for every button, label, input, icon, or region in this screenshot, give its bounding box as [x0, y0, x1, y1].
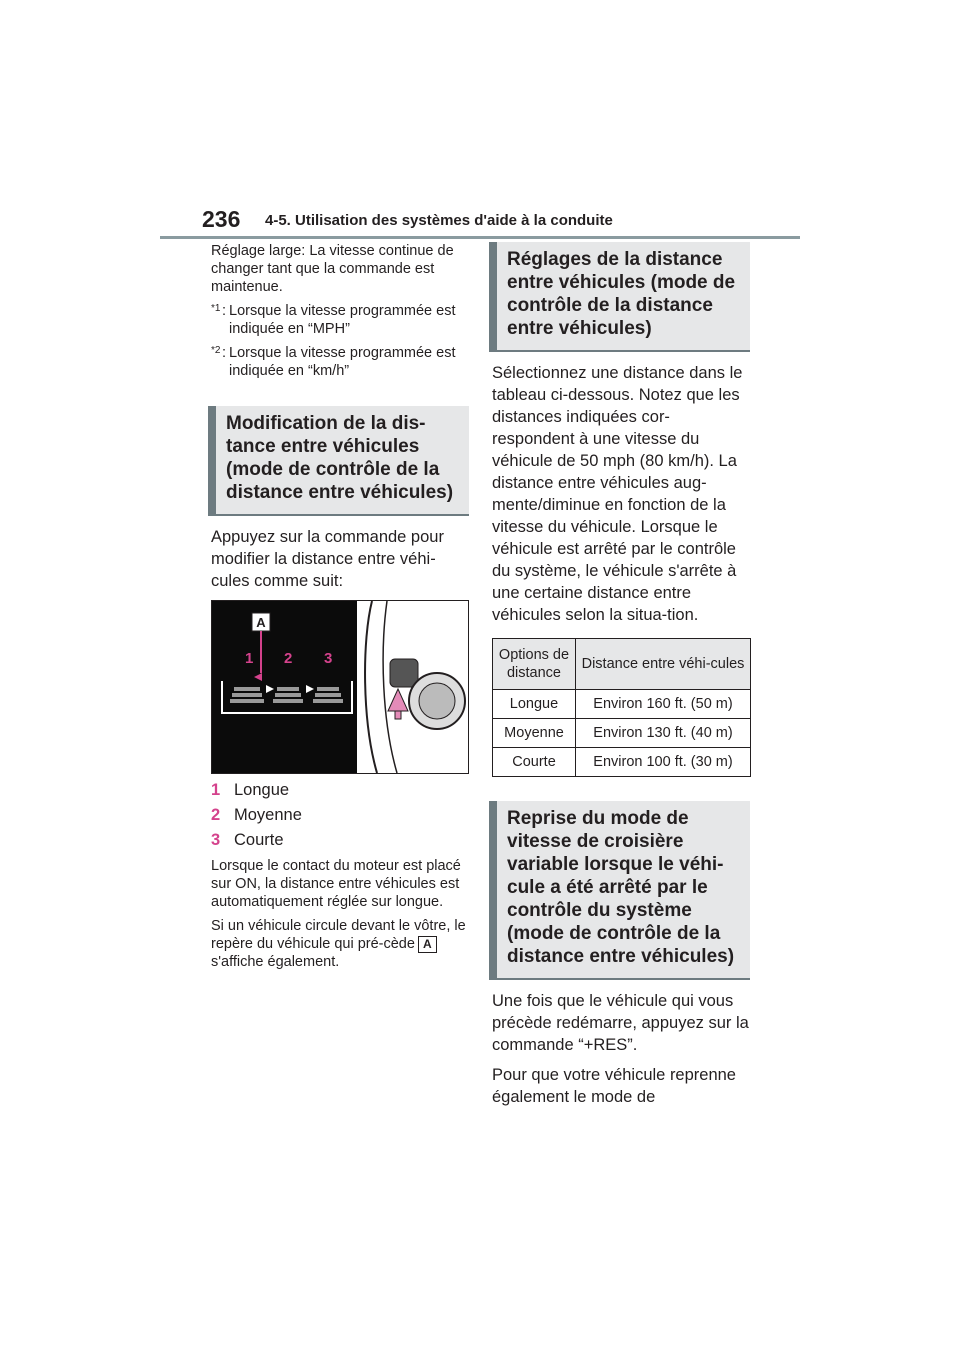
table-header-row: [493, 639, 751, 690]
vehicle-icon: [315, 693, 341, 697]
distance-table: [492, 638, 751, 777]
body-paragraph: Sélectionnez une distance dans le tableau ci-dessous. Notez que les distances indiquées cor-respondent à une vitesse du véhicule de 50 mph (80 km/h). La distance entre véhicules aug-mente/diminue en fonction de la vitesse du véhicule. Lorsque le véhicule est arrêté par le contrôle du système, le véhicule s'arrête à une certaine distance entre véhicules selon la situa-tion.: [492, 364, 743, 624]
section-heading: Réglages de la distance entre véhicules (mode de contrôle de la distance entre véhicules): [489, 242, 750, 352]
table-cell: Environ 130 ft. (40 m): [576, 719, 751, 748]
table-row: [493, 748, 751, 777]
note-paragraph: Lorsque le contact du moteur est placé sur ON, la distance entre véhicules est automatiquement réglée sur longue.: [211, 858, 461, 910]
list-item: 2 Moyenne: [211, 806, 302, 824]
page-header: [160, 204, 800, 239]
section-heading: Reprise du mode de vitesse de croisière variable lorsque le véhi-cule a été arrêté par le contrôle du système (mode de contrôle de la distance entre véhicules): [489, 801, 750, 980]
list-item: 3 Courte: [211, 831, 284, 849]
vehicle-icon: [273, 699, 303, 703]
table-row: [493, 719, 751, 748]
distance-switch-button: [390, 659, 418, 687]
right-column: [492, 242, 750, 1116]
vehicle-icon: [313, 699, 343, 703]
vehicle-icon: [277, 687, 299, 691]
table-cell: Environ 160 ft. (50 m): [576, 690, 751, 719]
vehicle-icon: [230, 699, 264, 703]
section-heading: Modification de la dis-tance entre véhicules (mode de contrôle de la distance entre véhicules): [208, 406, 469, 516]
list-item: 1 Longue: [211, 781, 290, 799]
vehicle-icon: [317, 687, 339, 691]
table-row: [493, 690, 751, 719]
label-3: 3: [324, 650, 333, 667]
section-title: 4-5. Utilisation des systèmes d'aide à la conduite: [265, 212, 613, 229]
label-2: 2: [284, 650, 293, 667]
table-header: Distance entre véhi-cules: [576, 639, 751, 690]
label-1: 1: [245, 650, 254, 667]
press-arrow-stem: [395, 711, 401, 719]
intro-text: Réglage large: La vitesse continue de changer tant que la commande est maintenue.: [211, 243, 454, 295]
vehicle-icon: [275, 693, 301, 697]
table-cell: Courte: [493, 748, 576, 777]
illustration-svg: [212, 601, 468, 773]
table-cell: Moyenne: [493, 719, 576, 748]
footnote-text: Lorsque la vitesse programmée est indiquée en “MPH”: [229, 303, 456, 337]
page-number: 236: [202, 206, 241, 232]
distance-list: [211, 778, 469, 853]
control-dial-center: [419, 683, 455, 719]
body-paragraph: Une fois que le véhicule qui vous précède redémarre, appuyez sur la commande “+RES”.: [492, 992, 749, 1054]
vehicle-icons: [230, 687, 343, 703]
vehicle-icon: [232, 693, 262, 697]
callout-box-inline: A: [418, 936, 437, 953]
footnote-mark: *1: [211, 303, 221, 314]
table-cell: Longue: [493, 690, 576, 719]
footnote-1: *1 : Lorsque la vitesse programmée est indiquée en “MPH”: [211, 302, 469, 338]
table-header: Options de distance: [493, 639, 576, 690]
footnote-2: *2 : Lorsque la vitesse programmée est indiquée en “km/h”: [211, 344, 469, 380]
footnote-mark: *2: [211, 345, 221, 356]
callout-label: A: [256, 615, 266, 630]
vehicle-icon: [234, 687, 260, 691]
instruction-paragraph: Appuyez sur la commande pour modifier la distance entre véhi-cules comme suit:: [211, 528, 444, 590]
distance-switch-illustration: [211, 600, 469, 774]
body-paragraph: Pour que votre véhicule reprenne également le mode de: [492, 1066, 736, 1106]
footnote-text: Lorsque la vitesse programmée est indiquée en “km/h”: [229, 345, 456, 379]
table-cell: Environ 100 ft. (30 m): [576, 748, 751, 777]
note-paragraph: Si un véhicule circule devant le vôtre, le repère du véhicule qui pré-cède As'affiche également.: [211, 918, 466, 970]
left-column: [211, 242, 469, 977]
